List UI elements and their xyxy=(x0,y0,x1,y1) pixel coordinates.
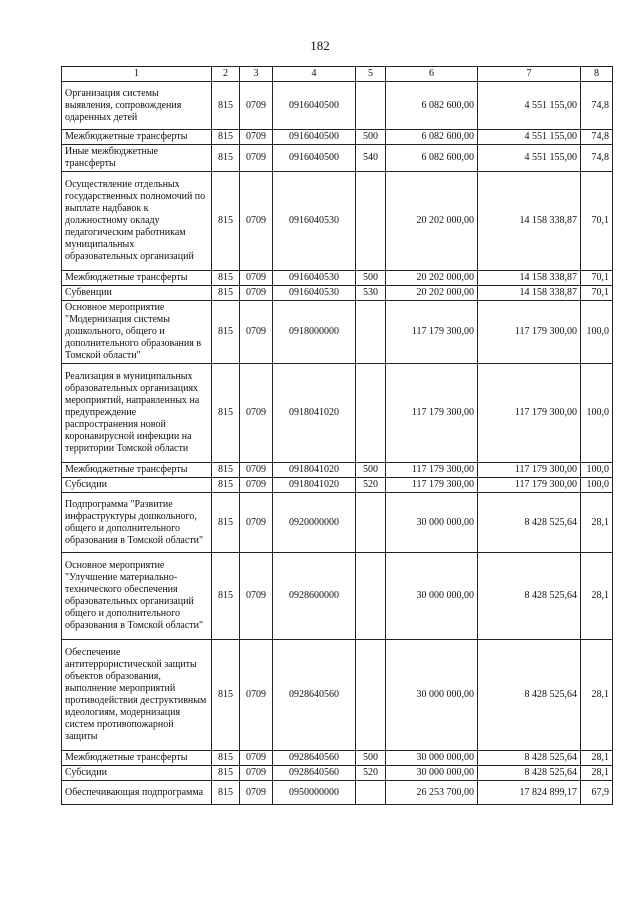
row-cell-c8: 74,8 xyxy=(581,130,613,145)
table-row xyxy=(62,781,613,805)
row-cell-c4: 0928600000 xyxy=(273,553,356,640)
row-cell-c7: 117 179 300,00 xyxy=(478,478,581,493)
row-cell-c6: 30 000 000,00 xyxy=(386,493,478,553)
row-cell-c2: 815 xyxy=(212,145,240,172)
column-header: 8 xyxy=(581,67,613,82)
row-cell-c7: 8 428 525,64 xyxy=(478,640,581,751)
table-row xyxy=(62,271,613,286)
budget-table xyxy=(61,66,613,805)
row-cell-c7: 14 158 338,87 xyxy=(478,172,581,271)
row-cell-c4: 0916040530 xyxy=(273,172,356,271)
row-cell-c7: 117 179 300,00 xyxy=(478,463,581,478)
row-cell-c6: 30 000 000,00 xyxy=(386,751,478,766)
row-cell-c3: 0709 xyxy=(240,640,273,751)
row-cell-c6: 20 202 000,00 xyxy=(386,286,478,301)
row-cell-c7: 4 551 155,00 xyxy=(478,130,581,145)
table-row xyxy=(62,478,613,493)
row-cell-c5: 500 xyxy=(356,130,386,145)
column-header: 6 xyxy=(386,67,478,82)
table-row xyxy=(62,493,613,553)
row-cell-c3: 0709 xyxy=(240,751,273,766)
row-cell-c6: 117 179 300,00 xyxy=(386,301,478,364)
table-row xyxy=(62,301,613,364)
table-row xyxy=(62,286,613,301)
row-cell-c2: 815 xyxy=(212,493,240,553)
row-cell-c8: 100,0 xyxy=(581,301,613,364)
row-description: Обеспечение антитеррористической защиты объектов образования, выполнение мероприятий противодействия деструктивным идеологиям, модернизация систем противопожарной защиты xyxy=(62,640,212,751)
row-cell-c8: 67,9 xyxy=(581,781,613,805)
row-cell-c7: 4 551 155,00 xyxy=(478,145,581,172)
row-cell-c2: 815 xyxy=(212,478,240,493)
row-description: Основное мероприятие "Улучшение материально-технического обеспечения образовательных организаций общего и дополнительного образования в Томской области" xyxy=(62,553,212,640)
row-description: Межбюджетные трансферты xyxy=(62,271,212,286)
row-description: Осуществление отдельных государственных полномочий по выплате надбавок к должностному окладу педагогическим работникам муниципальных образовательных организаций xyxy=(62,172,212,271)
table-row xyxy=(62,145,613,172)
row-cell-c5 xyxy=(356,781,386,805)
row-cell-c8: 28,1 xyxy=(581,751,613,766)
row-cell-c8: 28,1 xyxy=(581,553,613,640)
row-cell-c7: 8 428 525,64 xyxy=(478,493,581,553)
row-cell-c6: 20 202 000,00 xyxy=(386,271,478,286)
row-cell-c5 xyxy=(356,301,386,364)
table-row xyxy=(62,463,613,478)
row-cell-c7: 17 824 899,17 xyxy=(478,781,581,805)
row-cell-c6: 117 179 300,00 xyxy=(386,463,478,478)
row-cell-c2: 815 xyxy=(212,271,240,286)
row-cell-c2: 815 xyxy=(212,286,240,301)
row-cell-c5 xyxy=(356,640,386,751)
row-cell-c7: 4 551 155,00 xyxy=(478,82,581,130)
row-cell-c7: 117 179 300,00 xyxy=(478,301,581,364)
row-cell-c5 xyxy=(356,82,386,130)
row-cell-c5 xyxy=(356,172,386,271)
row-cell-c8: 74,8 xyxy=(581,82,613,130)
table-row xyxy=(62,553,613,640)
row-cell-c2: 815 xyxy=(212,82,240,130)
row-description: Основное мероприятие "Модернизация системы дошкольного, общего и дополнительного образования в Томской области" xyxy=(62,301,212,364)
row-description: Организация системы выявления, сопровождения одаренных детей xyxy=(62,82,212,130)
column-number-row xyxy=(62,67,613,82)
row-cell-c3: 0709 xyxy=(240,301,273,364)
row-description: Обеспечивающая подпрограмма xyxy=(62,781,212,805)
row-cell-c8: 70,1 xyxy=(581,271,613,286)
row-description: Иные межбюджетные трансферты xyxy=(62,145,212,172)
row-description: Подпрограмма "Развитие инфраструктуры дошкольного, общего и дополнительного образования в Томской области" xyxy=(62,493,212,553)
column-header: 4 xyxy=(273,67,356,82)
row-cell-c8: 100,0 xyxy=(581,463,613,478)
row-cell-c8: 28,1 xyxy=(581,640,613,751)
row-cell-c5: 540 xyxy=(356,145,386,172)
row-cell-c2: 815 xyxy=(212,130,240,145)
table-body xyxy=(62,82,613,805)
row-cell-c6: 20 202 000,00 xyxy=(386,172,478,271)
row-cell-c8: 28,1 xyxy=(581,766,613,781)
row-cell-c4: 0928640560 xyxy=(273,751,356,766)
row-cell-c3: 0709 xyxy=(240,553,273,640)
row-cell-c4: 0928640560 xyxy=(273,640,356,751)
row-cell-c2: 815 xyxy=(212,301,240,364)
row-cell-c7: 8 428 525,64 xyxy=(478,553,581,640)
row-cell-c3: 0709 xyxy=(240,463,273,478)
row-cell-c6: 26 253 700,00 xyxy=(386,781,478,805)
row-cell-c4: 0916040500 xyxy=(273,82,356,130)
row-cell-c4: 0916040530 xyxy=(273,286,356,301)
row-description: Реализация в муниципальных образовательных организациях мероприятий, направленных на предупреждение распространения новой коронавирусной инфекции на территории Томской области xyxy=(62,364,212,463)
row-cell-c7: 117 179 300,00 xyxy=(478,364,581,463)
table-row xyxy=(62,130,613,145)
column-header: 1 xyxy=(62,67,212,82)
table-row xyxy=(62,364,613,463)
row-cell-c3: 0709 xyxy=(240,478,273,493)
row-cell-c7: 14 158 338,87 xyxy=(478,271,581,286)
row-description: Субсидии xyxy=(62,478,212,493)
row-cell-c4: 0916040500 xyxy=(273,130,356,145)
column-header: 3 xyxy=(240,67,273,82)
row-cell-c4: 0918000000 xyxy=(273,301,356,364)
row-cell-c4: 0916040500 xyxy=(273,145,356,172)
row-cell-c3: 0709 xyxy=(240,145,273,172)
row-cell-c8: 100,0 xyxy=(581,364,613,463)
row-cell-c7: 14 158 338,87 xyxy=(478,286,581,301)
row-cell-c7: 8 428 525,64 xyxy=(478,751,581,766)
row-cell-c5: 500 xyxy=(356,751,386,766)
row-cell-c3: 0709 xyxy=(240,286,273,301)
row-cell-c3: 0709 xyxy=(240,766,273,781)
column-header: 5 xyxy=(356,67,386,82)
row-cell-c2: 815 xyxy=(212,553,240,640)
table-row xyxy=(62,172,613,271)
row-cell-c3: 0709 xyxy=(240,172,273,271)
table-row xyxy=(62,751,613,766)
row-cell-c6: 30 000 000,00 xyxy=(386,640,478,751)
table-row xyxy=(62,82,613,130)
row-cell-c6: 30 000 000,00 xyxy=(386,553,478,640)
row-cell-c8: 70,1 xyxy=(581,286,613,301)
row-description: Межбюджетные трансферты xyxy=(62,463,212,478)
row-cell-c8: 70,1 xyxy=(581,172,613,271)
row-cell-c2: 815 xyxy=(212,766,240,781)
row-cell-c2: 815 xyxy=(212,781,240,805)
row-cell-c5: 530 xyxy=(356,286,386,301)
row-cell-c3: 0709 xyxy=(240,493,273,553)
row-cell-c8: 28,1 xyxy=(581,493,613,553)
row-cell-c5: 520 xyxy=(356,478,386,493)
row-description: Субсидии xyxy=(62,766,212,781)
row-cell-c5: 500 xyxy=(356,271,386,286)
row-cell-c5: 500 xyxy=(356,463,386,478)
row-cell-c3: 0709 xyxy=(240,130,273,145)
row-cell-c6: 117 179 300,00 xyxy=(386,364,478,463)
row-cell-c6: 6 082 600,00 xyxy=(386,145,478,172)
row-cell-c2: 815 xyxy=(212,640,240,751)
row-cell-c5 xyxy=(356,553,386,640)
row-description: Межбюджетные трансферты xyxy=(62,751,212,766)
row-cell-c7: 8 428 525,64 xyxy=(478,766,581,781)
row-cell-c2: 815 xyxy=(212,364,240,463)
row-cell-c2: 815 xyxy=(212,463,240,478)
row-cell-c2: 815 xyxy=(212,172,240,271)
row-cell-c2: 815 xyxy=(212,751,240,766)
row-cell-c6: 6 082 600,00 xyxy=(386,130,478,145)
row-cell-c6: 117 179 300,00 xyxy=(386,478,478,493)
row-cell-c8: 100,0 xyxy=(581,478,613,493)
table-row xyxy=(62,640,613,751)
row-cell-c4: 0918041020 xyxy=(273,463,356,478)
row-cell-c4: 0950000000 xyxy=(273,781,356,805)
table-row xyxy=(62,766,613,781)
row-cell-c3: 0709 xyxy=(240,364,273,463)
row-cell-c3: 0709 xyxy=(240,82,273,130)
row-cell-c8: 74,8 xyxy=(581,145,613,172)
column-header: 2 xyxy=(212,67,240,82)
row-cell-c4: 0920000000 xyxy=(273,493,356,553)
page-number: 182 xyxy=(310,38,330,53)
column-header: 7 xyxy=(478,67,581,82)
row-cell-c4: 0918041020 xyxy=(273,478,356,493)
row-cell-c5 xyxy=(356,493,386,553)
row-cell-c4: 0928640560 xyxy=(273,766,356,781)
row-cell-c5: 520 xyxy=(356,766,386,781)
row-description: Субвенции xyxy=(62,286,212,301)
row-cell-c3: 0709 xyxy=(240,271,273,286)
row-cell-c6: 30 000 000,00 xyxy=(386,766,478,781)
row-cell-c5 xyxy=(356,364,386,463)
row-cell-c4: 0918041020 xyxy=(273,364,356,463)
row-description: Межбюджетные трансферты xyxy=(62,130,212,145)
row-cell-c4: 0916040530 xyxy=(273,271,356,286)
row-cell-c3: 0709 xyxy=(240,781,273,805)
row-cell-c6: 6 082 600,00 xyxy=(386,82,478,130)
